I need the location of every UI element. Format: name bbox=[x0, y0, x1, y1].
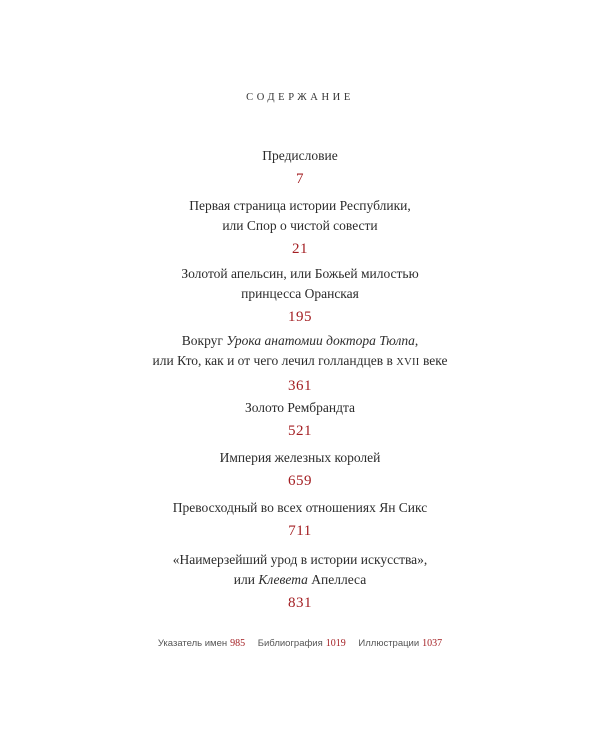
toc-entry-apelles-slander[interactable] bbox=[0, 550, 600, 613]
page-title: СОДЕРЖАНИЕ bbox=[246, 92, 354, 103]
entry-title: Превосходный во всех отношениях Ян Сикс bbox=[172, 500, 428, 515]
entry-title: Золотой апельсин, или Божьей милостью bbox=[181, 266, 419, 281]
entry-subtitle-prefix: или bbox=[233, 572, 259, 587]
entry-title: «Наимерзейший урод в истории искусства», bbox=[172, 552, 428, 567]
toc-entry-anatomy-lesson[interactable] bbox=[0, 331, 600, 396]
entry-subtitle-suffix: Апеллеса bbox=[307, 572, 367, 587]
footer-illustrations-page: 1037 bbox=[422, 638, 443, 649]
entry-subtitle-century: XVII bbox=[396, 357, 420, 368]
entry-title-suffix: , bbox=[414, 333, 419, 348]
entry-page-number: 659 bbox=[288, 473, 312, 489]
footer-index[interactable] bbox=[158, 638, 245, 649]
entry-title-prefix: Вокруг bbox=[181, 333, 227, 348]
entry-subtitle: или Спор о чистой совести bbox=[222, 218, 378, 233]
entry-title: Империя железных королей bbox=[219, 450, 381, 465]
entry-page-number: 521 bbox=[288, 423, 312, 439]
footer-index-page: 985 bbox=[230, 638, 246, 649]
entry-title: Золото Рембрандта bbox=[244, 400, 356, 415]
footer-illustrations[interactable] bbox=[358, 638, 442, 649]
entry-subtitle-italic: Клевета bbox=[258, 572, 308, 587]
toc-entry-golden-orange[interactable] bbox=[0, 264, 600, 327]
toc-entry-first-page[interactable] bbox=[0, 196, 600, 259]
toc-footer bbox=[0, 638, 600, 649]
entry-subtitle-suffix: веке bbox=[419, 353, 448, 368]
entry-title bbox=[0, 331, 600, 351]
entry-page-number: 831 bbox=[288, 595, 312, 611]
entry-subtitle: принцесса Оранская bbox=[241, 286, 359, 301]
entry-subtitle bbox=[0, 351, 600, 373]
entry-subtitle-prefix: или Кто, как и от чего лечил голландцев в bbox=[152, 353, 397, 368]
toc-entry-jan-six[interactable] bbox=[0, 498, 600, 541]
entry-title: Предисловие bbox=[262, 148, 338, 163]
entry-page-number: 21 bbox=[292, 241, 308, 257]
entry-page-number: 361 bbox=[288, 378, 312, 394]
toc-entry-rembrandt-gold[interactable] bbox=[0, 398, 600, 441]
entry-title: Первая страница истории Республики, bbox=[189, 198, 411, 213]
entry-page-number: 195 bbox=[288, 309, 312, 325]
toc-entry-iron-kings[interactable] bbox=[0, 448, 600, 491]
footer-index-label: Указатель имен bbox=[157, 638, 228, 649]
footer-bibliography-page: 1019 bbox=[325, 638, 346, 649]
toc-entry-preface[interactable] bbox=[0, 146, 600, 189]
entry-page-number: 711 bbox=[288, 523, 312, 539]
entry-page-number: 7 bbox=[296, 171, 304, 187]
footer-illustrations-label: Иллюстрации bbox=[358, 638, 420, 649]
footer-bibliography[interactable] bbox=[258, 638, 346, 649]
entry-subtitle bbox=[0, 570, 600, 590]
footer-bibliography-label: Библиография bbox=[257, 638, 323, 649]
entry-title-italic: Урока анатомии доктора Тюлпа bbox=[226, 333, 415, 348]
